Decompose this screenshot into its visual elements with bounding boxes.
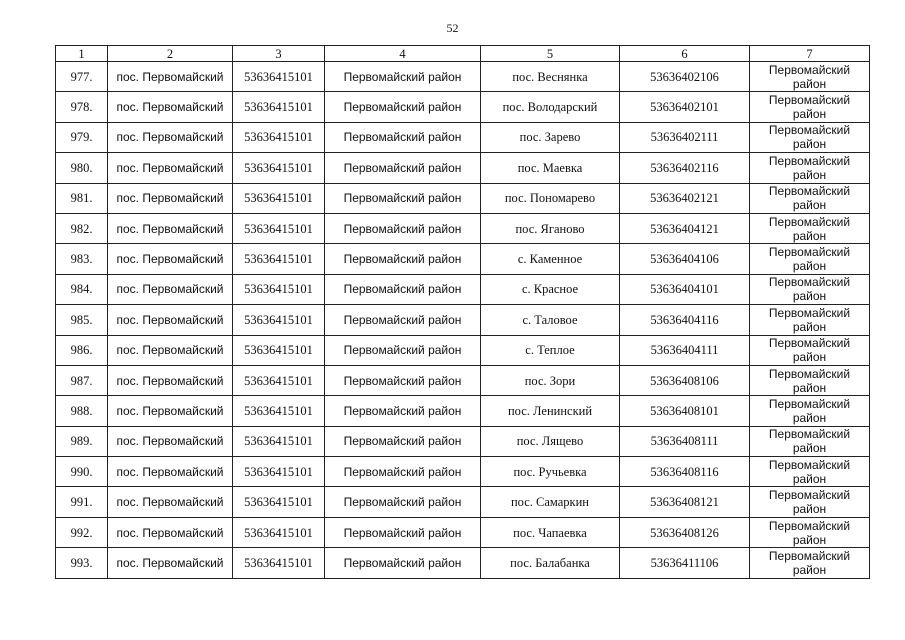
locality-code-cell: 53636402106	[620, 62, 750, 92]
settlement-cell: пос. Первомайский	[108, 62, 233, 92]
locality-cell: пос. Ленинский	[481, 396, 620, 426]
district-cell: Первомайский район	[325, 305, 481, 335]
table-row	[56, 274, 870, 304]
district-cell: Первомайский район	[325, 213, 481, 243]
row-number-cell: 977.	[56, 62, 108, 92]
code-cell: 53636415101	[233, 335, 325, 365]
locality-district-cell: Первомайский район	[750, 122, 870, 152]
row-number-cell: 986.	[56, 335, 108, 365]
code-cell: 53636415101	[233, 548, 325, 578]
table-row	[56, 548, 870, 578]
locality-cell: пос. Зори	[481, 365, 620, 395]
code-cell: 53636415101	[233, 457, 325, 487]
settlement-cell: пос. Первомайский	[108, 305, 233, 335]
locality-cell: с. Теплое	[481, 335, 620, 365]
locality-district-cell: Первомайский район	[750, 335, 870, 365]
column-header-5: 5	[481, 46, 620, 62]
district-cell: Первомайский район	[325, 426, 481, 456]
table-row	[56, 335, 870, 365]
locality-district-cell: Первомайский район	[750, 365, 870, 395]
locality-district-cell: Первомайский район	[750, 62, 870, 92]
district-cell: Первомайский район	[325, 396, 481, 426]
settlement-cell: пос. Первомайский	[108, 183, 233, 213]
table-row	[56, 92, 870, 122]
column-header-1: 1	[56, 46, 108, 62]
locality-cell: пос. Ручьевка	[481, 457, 620, 487]
district-cell: Первомайский район	[325, 548, 481, 578]
locality-cell: пос. Яганово	[481, 213, 620, 243]
locality-district-cell: Первомайский район	[750, 92, 870, 122]
locality-code-cell: 53636408121	[620, 487, 750, 517]
code-cell: 53636415101	[233, 153, 325, 183]
settlement-cell: пос. Первомайский	[108, 335, 233, 365]
row-number-cell: 979.	[56, 122, 108, 152]
settlement-cell: пос. Первомайский	[108, 548, 233, 578]
code-cell: 53636415101	[233, 396, 325, 426]
locality-district-cell: Первомайский район	[750, 517, 870, 547]
locality-cell: пос. Лящево	[481, 426, 620, 456]
locality-district-cell: Первомайский район	[750, 274, 870, 304]
locality-code-cell: 53636404101	[620, 274, 750, 304]
district-cell: Первомайский район	[325, 517, 481, 547]
settlement-cell: пос. Первомайский	[108, 517, 233, 547]
row-number-cell: 978.	[56, 92, 108, 122]
district-cell: Первомайский район	[325, 274, 481, 304]
table-row	[56, 62, 870, 92]
settlement-cell: пос. Первомайский	[108, 153, 233, 183]
locality-cell: пос. Балабанка	[481, 548, 620, 578]
row-number-cell: 987.	[56, 365, 108, 395]
locality-code-cell: 53636404106	[620, 244, 750, 274]
code-cell: 53636415101	[233, 62, 325, 92]
table-row	[56, 244, 870, 274]
settlement-cell: пос. Первомайский	[108, 274, 233, 304]
table-row	[56, 517, 870, 547]
code-cell: 53636415101	[233, 305, 325, 335]
settlement-cell: пос. Первомайский	[108, 426, 233, 456]
table-row	[56, 426, 870, 456]
district-cell: Первомайский район	[325, 122, 481, 152]
settlement-cell: пос. Первомайский	[108, 457, 233, 487]
locality-code-cell: 53636402111	[620, 122, 750, 152]
locality-district-cell: Первомайский район	[750, 426, 870, 456]
district-cell: Первомайский район	[325, 335, 481, 365]
settlement-cell: пос. Первомайский	[108, 396, 233, 426]
row-number-cell: 982.	[56, 213, 108, 243]
locality-cell: пос. Зарево	[481, 122, 620, 152]
locality-district-cell: Первомайский район	[750, 183, 870, 213]
district-cell: Первомайский район	[325, 487, 481, 517]
table-row	[56, 305, 870, 335]
table-row	[56, 365, 870, 395]
district-cell: Первомайский район	[325, 62, 481, 92]
settlement-cell: пос. Первомайский	[108, 92, 233, 122]
table-row	[56, 153, 870, 183]
table-row	[56, 487, 870, 517]
column-header-3: 3	[233, 46, 325, 62]
column-header-7: 7	[750, 46, 870, 62]
column-header-2: 2	[108, 46, 233, 62]
locality-cell: пос. Пономарево	[481, 183, 620, 213]
code-cell: 53636415101	[233, 92, 325, 122]
locality-code-cell: 53636408126	[620, 517, 750, 547]
table-row	[56, 457, 870, 487]
code-cell: 53636415101	[233, 122, 325, 152]
settlements-table	[55, 45, 870, 579]
locality-code-cell: 53636404121	[620, 213, 750, 243]
locality-cell: пос. Володарский	[481, 92, 620, 122]
table-row	[56, 213, 870, 243]
locality-district-cell: Первомайский район	[750, 213, 870, 243]
code-cell: 53636415101	[233, 213, 325, 243]
locality-district-cell: Первомайский район	[750, 244, 870, 274]
row-number-cell: 990.	[56, 457, 108, 487]
column-header-6: 6	[620, 46, 750, 62]
locality-code-cell: 53636402116	[620, 153, 750, 183]
district-cell: Первомайский район	[325, 365, 481, 395]
locality-cell: пос. Самаркин	[481, 487, 620, 517]
locality-district-cell: Первомайский район	[750, 305, 870, 335]
row-number-cell: 988.	[56, 396, 108, 426]
locality-code-cell: 53636408101	[620, 396, 750, 426]
locality-cell: с. Таловое	[481, 305, 620, 335]
locality-code-cell: 53636408106	[620, 365, 750, 395]
code-cell: 53636415101	[233, 487, 325, 517]
page-number: 52	[446, 21, 459, 35]
locality-cell: пос. Чапаевка	[481, 517, 620, 547]
table-header-row	[56, 46, 870, 62]
locality-district-cell: Первомайский район	[750, 548, 870, 578]
code-cell: 53636415101	[233, 426, 325, 456]
locality-code-cell: 53636408116	[620, 457, 750, 487]
locality-district-cell: Первомайский район	[750, 153, 870, 183]
district-cell: Первомайский район	[325, 244, 481, 274]
code-cell: 53636415101	[233, 274, 325, 304]
district-cell: Первомайский район	[325, 153, 481, 183]
locality-code-cell: 53636404116	[620, 305, 750, 335]
locality-code-cell: 53636408111	[620, 426, 750, 456]
locality-district-cell: Первомайский район	[750, 396, 870, 426]
row-number-cell: 980.	[56, 153, 108, 183]
locality-district-cell: Первомайский район	[750, 487, 870, 517]
row-number-cell: 983.	[56, 244, 108, 274]
code-cell: 53636415101	[233, 365, 325, 395]
column-header-4: 4	[325, 46, 481, 62]
table-body	[56, 62, 870, 579]
locality-district-cell: Первомайский район	[750, 457, 870, 487]
table-row	[56, 183, 870, 213]
table-row	[56, 122, 870, 152]
locality-code-cell: 53636404111	[620, 335, 750, 365]
row-number-cell: 984.	[56, 274, 108, 304]
settlement-cell: пос. Первомайский	[108, 213, 233, 243]
row-number-cell: 991.	[56, 487, 108, 517]
code-cell: 53636415101	[233, 183, 325, 213]
settlement-cell: пос. Первомайский	[108, 365, 233, 395]
locality-cell: с. Каменное	[481, 244, 620, 274]
district-cell: Первомайский район	[325, 183, 481, 213]
code-cell: 53636415101	[233, 517, 325, 547]
settlement-cell: пос. Первомайский	[108, 487, 233, 517]
locality-code-cell: 53636402101	[620, 92, 750, 122]
settlement-cell: пос. Первомайский	[108, 122, 233, 152]
row-number-cell: 992.	[56, 517, 108, 547]
district-cell: Первомайский район	[325, 457, 481, 487]
locality-cell: с. Красное	[481, 274, 620, 304]
locality-code-cell: 53636402121	[620, 183, 750, 213]
row-number-cell: 985.	[56, 305, 108, 335]
row-number-cell: 981.	[56, 183, 108, 213]
locality-cell: пос. Маевка	[481, 153, 620, 183]
locality-code-cell: 53636411106	[620, 548, 750, 578]
settlement-cell: пос. Первомайский	[108, 244, 233, 274]
table-row	[56, 396, 870, 426]
locality-cell: пос. Веснянка	[481, 62, 620, 92]
district-cell: Первомайский район	[325, 92, 481, 122]
code-cell: 53636415101	[233, 244, 325, 274]
row-number-cell: 989.	[56, 426, 108, 456]
row-number-cell: 993.	[56, 548, 108, 578]
